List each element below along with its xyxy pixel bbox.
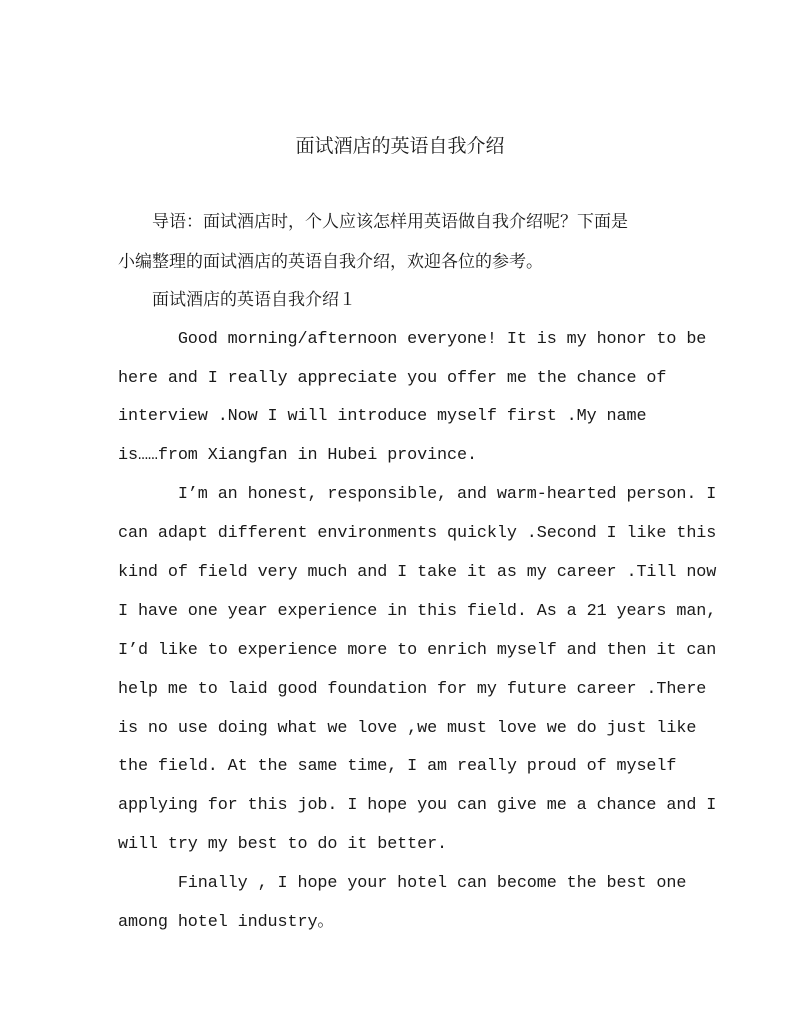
paragraph-line: is no use doing what we love ,we must love we do just like bbox=[118, 719, 697, 738]
paragraph-line: 导语：面试酒店时，个人应该怎样用英语做自我介绍呢？下面是 bbox=[118, 212, 628, 232]
paragraph-line: kind of field very much and I take it as my career .Till now bbox=[118, 563, 717, 582]
paragraph-line: interview .Now I will introduce myself first .My name bbox=[118, 407, 647, 426]
paragraph-line: here and I really appreciate you offer me the chance of bbox=[118, 369, 667, 388]
paragraph-line: applying for this job. I hope you can give me a chance and I bbox=[118, 796, 717, 815]
paragraph-line: 小编整理的面试酒店的英语自我介绍，欢迎各位的参考。 bbox=[118, 252, 543, 272]
paragraph-line: can adapt different environments quickly .Second I like this bbox=[118, 524, 717, 543]
paragraph-line: help me to laid good foundation for my future career .There bbox=[118, 680, 707, 699]
paragraph-line: Good morning/afternoon everyone! It is my honor to be bbox=[118, 330, 707, 349]
paragraph-line: I’d like to experience more to enrich myself and then it can bbox=[118, 641, 717, 660]
document-title: 面试酒店的英语自我介绍 bbox=[295, 135, 505, 157]
paragraph-line: I have one year experience in this field. As a 21 years man, bbox=[118, 602, 717, 621]
paragraph-line: the field. At the same time, I am really proud of myself bbox=[118, 757, 677, 776]
paragraph-line: Finally , I hope your hotel can become the best one bbox=[118, 874, 687, 893]
paragraph-line: among hotel industry。 bbox=[118, 913, 335, 932]
paragraph-line: is……from Xiangfan in Hubei province. bbox=[118, 446, 477, 465]
paragraph-line: will try my best to do it better. bbox=[118, 835, 448, 854]
section-heading: 面试酒店的英语自我介绍１ bbox=[118, 290, 356, 310]
paragraph-line: I’m an honest, responsible, and warm-hearted person. I bbox=[118, 485, 717, 504]
